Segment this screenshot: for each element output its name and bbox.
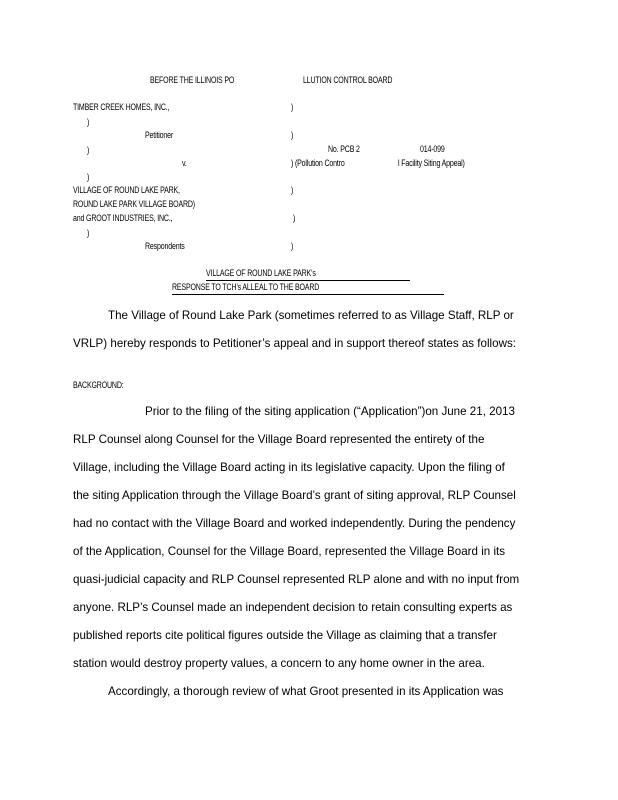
caption-paren: ) <box>291 241 294 251</box>
case-type-left: ) (Pollution Contro <box>291 158 345 168</box>
intro-line: VRLP) hereby responds to Petitioner’s appeal and in support thereof states as follows: <box>73 337 516 350</box>
paragraph-line: published reports cite political figures outside the Village as claiming that a transfer <box>73 629 497 642</box>
paragraph-line: Village, including the Village Board acting in its legislative capacity. Upon the filing of <box>73 461 505 474</box>
paragraph-line: the siting Application through the Village Board’s grant of siting approval, RLP Counsel <box>73 489 516 502</box>
case-type-right: l Facility Siting Appeal) <box>398 158 465 168</box>
versus: v. <box>182 158 187 168</box>
respondent-3: and GROOT INDUSTRIES, INC., <box>73 213 173 223</box>
paragraph-line: Prior to the filing of the siting application (“Application”)on June 21, 2013 <box>145 405 515 418</box>
caption-paren: ) <box>293 213 296 223</box>
paragraph-line: had no contact with the Village Board and worked independently. During the pendency <box>73 517 516 530</box>
respondent-1: VILLAGE OF ROUND LAKE PARK, <box>73 185 180 195</box>
caption-paren: ) <box>87 117 90 127</box>
title-line-1: VILLAGE OF ROUND LAKE PARK’s <box>206 268 316 278</box>
board-name-left: BEFORE THE ILLINOIS PO <box>150 75 235 85</box>
caption-paren: ) <box>87 228 90 238</box>
title-underline-2 <box>172 294 444 295</box>
petitioner-name: TIMBER CREEK HOMES, INC., <box>73 102 170 112</box>
section-heading: BACKGROUND: <box>73 380 124 390</box>
paragraph-line: of the Application, Counsel for the Village Board, represented the Village Board in its <box>73 545 506 558</box>
petitioner-label: Petitioner <box>145 130 174 140</box>
title-line-2: RESPONSE TO TCH’s ALLEAL TO THE BOARD <box>172 282 320 292</box>
paragraph-line: Accordingly, a thorough review of what Groot presented in its Application was <box>108 685 504 698</box>
intro-line: The Village of Round Lake Park (sometimes referred to as Village Staff, RLP or <box>108 309 514 322</box>
respondent-2: ROUND LAKE PARK VILLAGE BOARD) <box>73 199 195 209</box>
paragraph-line: quasi-judicial capacity and RLP Counsel represented RLP alone and with no input from <box>73 573 520 586</box>
caption-paren: ) <box>291 130 294 140</box>
paragraph-line: anyone. RLP’s Counsel made an independent decision to retain consulting experts as <box>73 601 513 614</box>
caption-paren: ) <box>87 172 90 182</box>
paragraph-line: station would destroy property values, a concern to any home owner in the area. <box>73 657 485 670</box>
paragraph-line: RLP Counsel along Counsel for the Village Board represented the entirety of the <box>73 433 485 446</box>
caption-paren: ) <box>291 185 294 195</box>
title-underline-1 <box>206 280 410 281</box>
caption-paren: ) <box>291 102 294 112</box>
case-number-suffix: 014-099 <box>420 144 445 154</box>
board-name-right: LLUTION CONTROL BOARD <box>303 75 393 85</box>
case-number: No. PCB 2 <box>328 144 360 154</box>
respondents-label: Respondents <box>145 241 185 251</box>
caption-paren: ) <box>87 145 90 155</box>
